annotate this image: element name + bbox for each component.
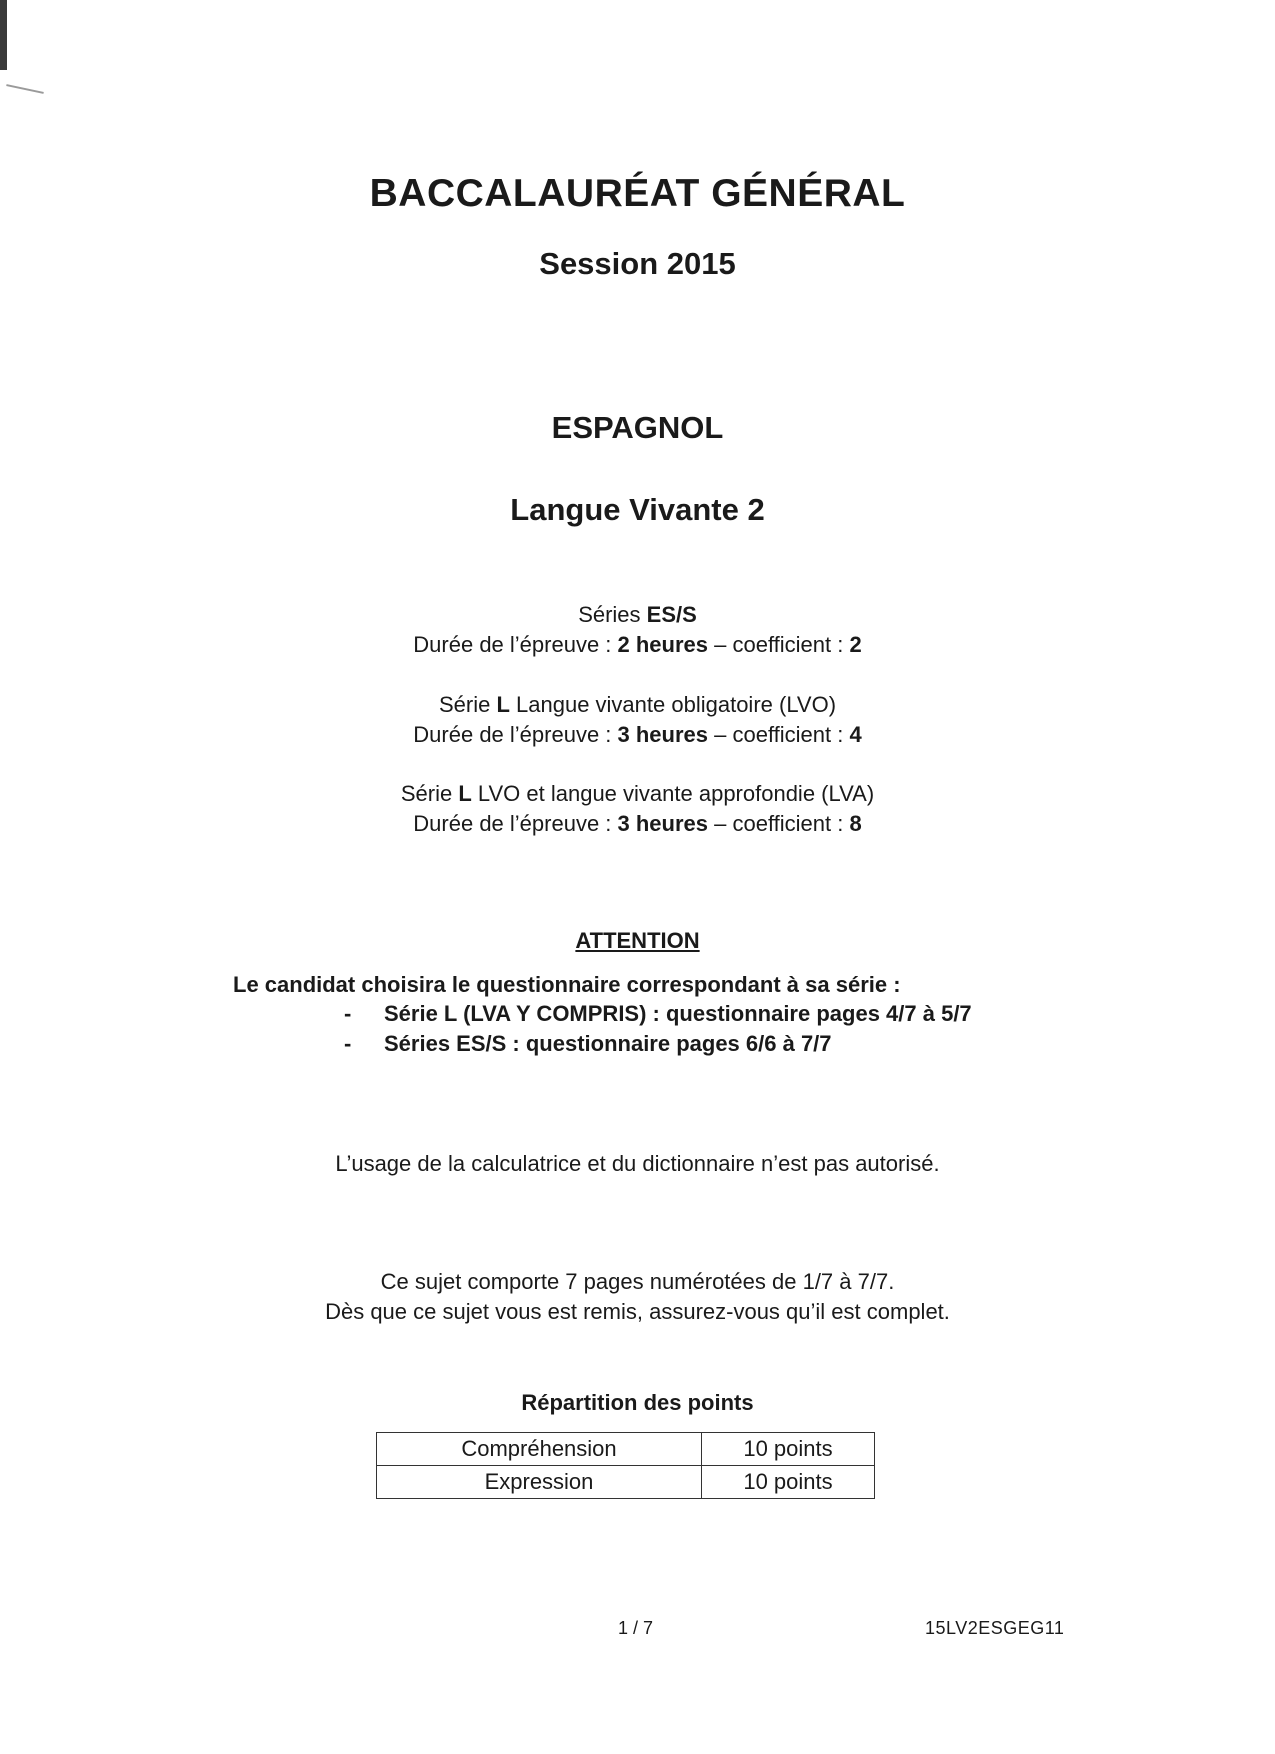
session-label: Session 2015 (539, 246, 736, 281)
option-text: Séries ES/S : questionnaire pages 6/6 à 7/7 (384, 1031, 832, 1056)
subject-level: Langue Vivante 2 (510, 492, 765, 527)
series-es-s-block (0, 600, 1275, 660)
points-value-cell: 10 points (702, 1433, 875, 1466)
series-code: L (458, 781, 472, 806)
duration-value: 3 heures (617, 722, 709, 747)
duration-prefix: Durée de l’épreuve : (413, 632, 618, 657)
duration-line (0, 809, 1275, 839)
points-table (376, 1432, 875, 1499)
coef-label: – coefficient : (708, 811, 850, 836)
series-prefix: Série (438, 692, 497, 717)
points-title: Répartition des points (521, 1390, 754, 1415)
pages-notice-line: Dès que ce sujet vous est remis, assurez-vous qu’il est complet. (325, 1299, 950, 1324)
attention-option (344, 1031, 832, 1057)
series-suffix: Langue vivante obligatoire (LVO) (509, 692, 837, 717)
points-label-cell: Expression (377, 1466, 702, 1499)
attention-option (344, 1001, 972, 1027)
coef-value: 4 (849, 722, 862, 747)
calculator-notice: L’usage de la calculatrice et du dictionnaire n’est pas autorisé. (335, 1151, 940, 1176)
bullet-dash: - (344, 1031, 352, 1056)
coef-value: 2 (849, 632, 862, 657)
series-code: ES/S (646, 602, 697, 627)
coef-label: – coefficient : (708, 632, 850, 657)
duration-value: 2 heures (617, 632, 709, 657)
duration-line (0, 630, 1275, 660)
subject-name: ESPAGNOL (551, 410, 724, 445)
duration-value: 3 heures (617, 811, 709, 836)
series-prefix: Séries (578, 602, 647, 627)
duration-line (0, 720, 1275, 750)
series-line (0, 779, 1275, 809)
scan-edge-mark (0, 0, 7, 70)
page-number: 1 / 7 (618, 1618, 654, 1638)
coef-label: – coefficient : (708, 722, 850, 747)
series-prefix: Série (400, 781, 459, 806)
duration-prefix: Durée de l’épreuve : (413, 722, 618, 747)
coef-value: 8 (849, 811, 862, 836)
document-code: 15LV2ESGEG11 (925, 1618, 1065, 1638)
series-line (0, 690, 1275, 720)
points-label-cell: Compréhension (377, 1433, 702, 1466)
table-row (377, 1433, 875, 1466)
series-line (0, 600, 1275, 630)
pages-notice (0, 1267, 1275, 1327)
scan-corner-line (6, 84, 44, 94)
series-l-lva-block (0, 779, 1275, 839)
table-row (377, 1466, 875, 1499)
series-code: L (496, 692, 510, 717)
option-text: Série L (LVA Y COMPRIS) : questionnaire pages 4/7 à 5/7 (384, 1001, 972, 1026)
exam-title: BACCALAURÉAT GÉNÉRAL (369, 172, 906, 215)
attention-intro: Le candidat choisira le questionnaire correspondant à sa série : (233, 972, 901, 997)
points-value-cell: 10 points (702, 1466, 875, 1499)
duration-prefix: Durée de l’épreuve : (413, 811, 618, 836)
series-suffix: LVO et langue vivante approfondie (LVA) (471, 781, 875, 806)
attention-heading: ATTENTION (575, 928, 700, 953)
bullet-dash: - (344, 1001, 352, 1026)
pages-notice-line: Ce sujet comporte 7 pages numérotées de 1/7 à 7/7. (380, 1269, 895, 1294)
series-l-lvo-block (0, 690, 1275, 750)
